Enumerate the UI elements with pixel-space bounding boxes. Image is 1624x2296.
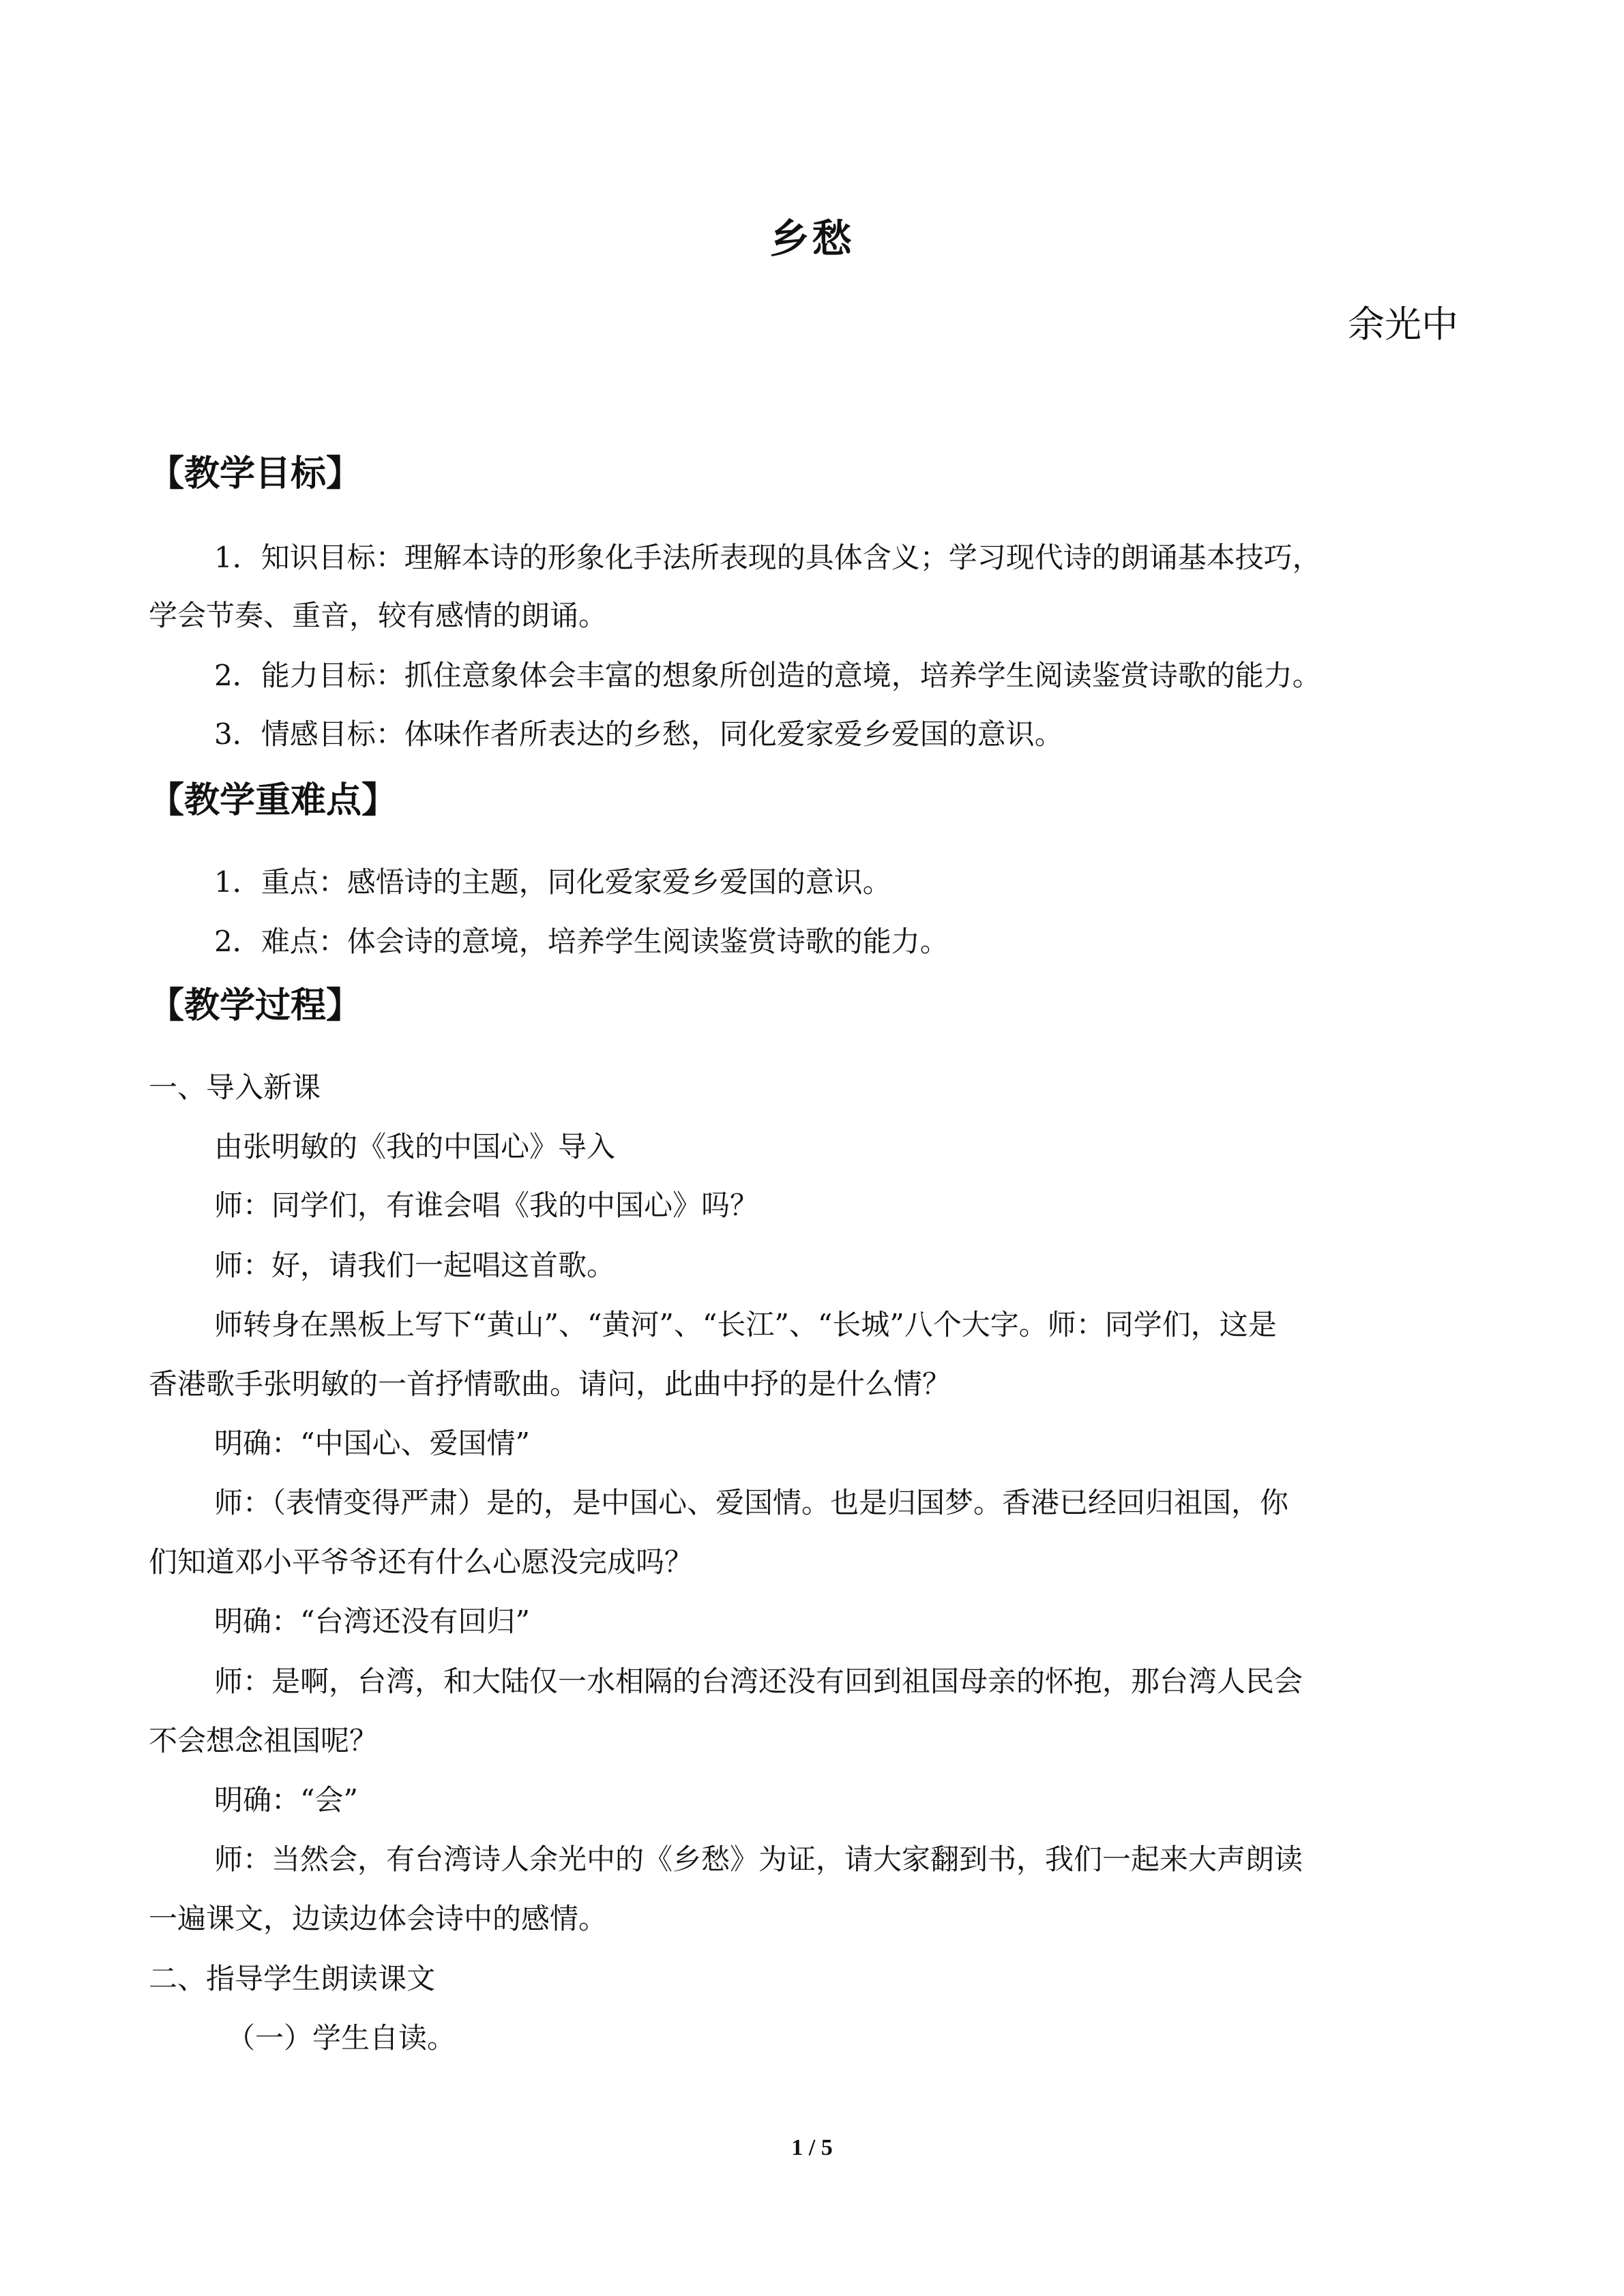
process-line: 一遍课文，边读边体会诗中的感情。 [149,1902,608,1935]
key-point-line: 1．重点：感悟诗的主题，同化爱家爱乡爱国的意识。 [214,865,891,899]
process-line: 师：（表情变得严肃）是的，是中国心、爱国情。也是归国梦。香港已经回归祖国，你 [214,1486,1289,1519]
objective-line: 学会节奏、重音，较有感情的朗诵。 [149,599,608,632]
process-line: 师：当然会，有台湾诗人余光中的《乡愁》为证，请大家翻到书，我们一起来大声朗读 [214,1843,1303,1876]
process-line: 明确：“中国心、爱国情” [214,1427,530,1460]
page-number: 1 / 5 [791,2135,833,2160]
process-line: 师：是啊，台湾，和大陆仅一水相隔的台湾还没有回到祖国母亲的怀抱，那台湾人民会 [214,1665,1303,1698]
process-subheading: 一、导入新课 [149,1071,321,1104]
section-heading-process: 【教学过程】 [149,985,362,1026]
section-heading-objectives: 【教学目标】 [149,453,362,494]
process-line: （一）学生自读。 [226,2021,456,2055]
document-author: 余光中 [1348,303,1458,346]
section-heading-key-points: 【教学重难点】 [149,780,398,821]
process-line: 不会想念祖国呢？ [149,1724,379,1757]
process-line: 们知道邓小平爷爷还有什么心愿没完成吗？ [149,1545,694,1579]
process-subheading: 二、指导学生朗读课文 [149,1962,436,1995]
objective-line: 3．情感目标：体味作者所表达的乡愁，同化爱家爱乡爱国的意识。 [214,717,1063,751]
process-line: 师转身在黑板上写下“黄山”、“黄河”、“长江”、“长城”八个大字。师：同学们，这是 [214,1308,1277,1341]
process-line: 明确：“会” [214,1783,358,1817]
process-line: 师：同学们，有谁会唱《我的中国心》吗？ [214,1189,759,1222]
process-line: 师：好，请我们一起唱这首歌。 [214,1249,616,1282]
objective-line: 1．知识目标：理解本诗的形象化手法所表现的具体含义；学习现代诗的朗诵基本技巧， [214,541,1321,574]
objective-line: 2．能力目标：抓住意象体会丰富的想象所创造的意境，培养学生阅读鉴赏诗歌的能力。 [214,659,1321,692]
process-line: 由张明敏的《我的中国心》导入 [214,1130,616,1163]
process-line: 明确：“台湾还没有回归” [214,1605,530,1638]
key-point-line: 2．难点：体会诗的意境，培养学生阅读鉴赏诗歌的能力。 [214,925,949,958]
document-title: 乡愁 [769,215,855,262]
process-line: 香港歌手张明敏的一首抒情歌曲。请问，此曲中抒的是什么情？ [149,1367,951,1401]
